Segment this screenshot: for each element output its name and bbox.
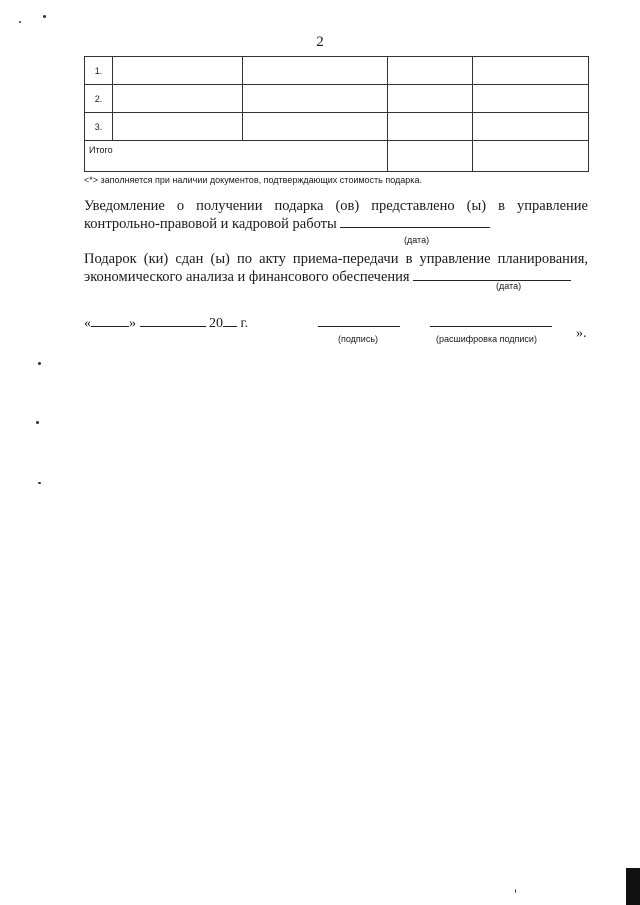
handover-line-1: Подарок (ки) сдан (ы) по акту приема-передачи в управление планирования,	[84, 251, 588, 267]
row-number: 3.	[85, 113, 113, 141]
scan-speck	[38, 482, 41, 484]
table-total-row	[85, 141, 589, 172]
table-cell	[388, 141, 473, 172]
signature-decoding-field[interactable]	[430, 314, 552, 327]
row-number: 2.	[85, 85, 113, 113]
month-field[interactable]	[140, 314, 206, 327]
table-cell	[113, 113, 243, 141]
notification-line-1: Уведомление о получении подарка (ов) представлено (ы) в управление	[84, 198, 588, 214]
date-line	[84, 314, 248, 332]
notification-paragraph	[84, 198, 588, 233]
total-label: Итого	[85, 141, 388, 172]
table-cell	[243, 57, 388, 85]
scan-edge-mark	[626, 868, 640, 905]
table-row	[85, 57, 589, 85]
notification-date-caption: (дата)	[404, 235, 430, 245]
notification-line-2: контрольно-правовой и кадровой работы	[84, 216, 337, 232]
table-row	[85, 85, 589, 113]
scan-speck	[19, 21, 21, 23]
gift-table	[84, 56, 589, 172]
table-cell	[388, 85, 473, 113]
year-field[interactable]	[223, 314, 237, 327]
handover-line-2: экономического анализа и финансового обеспечения	[84, 269, 410, 285]
year-suffix: г.	[240, 316, 249, 331]
year-prefix: 20	[209, 316, 223, 331]
notification-line-2-wrap	[84, 215, 588, 233]
end-mark: ».	[576, 326, 587, 341]
scan-speck	[515, 889, 516, 893]
table-cell	[113, 85, 243, 113]
row-number: 1.	[85, 57, 113, 85]
scan-speck	[38, 362, 41, 365]
table-cell	[113, 57, 243, 85]
table-cell	[388, 113, 473, 141]
table-cell	[243, 85, 388, 113]
signature-field-wrap	[318, 314, 400, 332]
day-field[interactable]	[91, 314, 129, 327]
handover-date-field[interactable]	[413, 268, 571, 281]
table-cell	[473, 113, 589, 141]
table-cell	[473, 57, 589, 85]
footnote: <*> заполняется при наличии документов, подтверждающих стоимость подарка.	[84, 175, 422, 185]
table-cell	[243, 113, 388, 141]
handover-date-caption: (дата)	[496, 281, 522, 291]
signature-field[interactable]	[318, 314, 400, 327]
open-quote: «	[84, 316, 91, 331]
table-row	[85, 113, 589, 141]
close-quote: »	[129, 316, 136, 331]
table-cell	[473, 141, 589, 172]
signature-caption: (подпись)	[338, 334, 379, 344]
scan-speck	[36, 421, 39, 424]
table-cell	[388, 57, 473, 85]
notification-date-field[interactable]	[340, 215, 490, 228]
decoding-field-wrap	[430, 314, 552, 332]
table-cell	[473, 85, 589, 113]
scan-speck	[43, 15, 46, 18]
decoding-caption: (расшифровка подписи)	[436, 334, 537, 344]
page-number: 2	[316, 34, 324, 50]
